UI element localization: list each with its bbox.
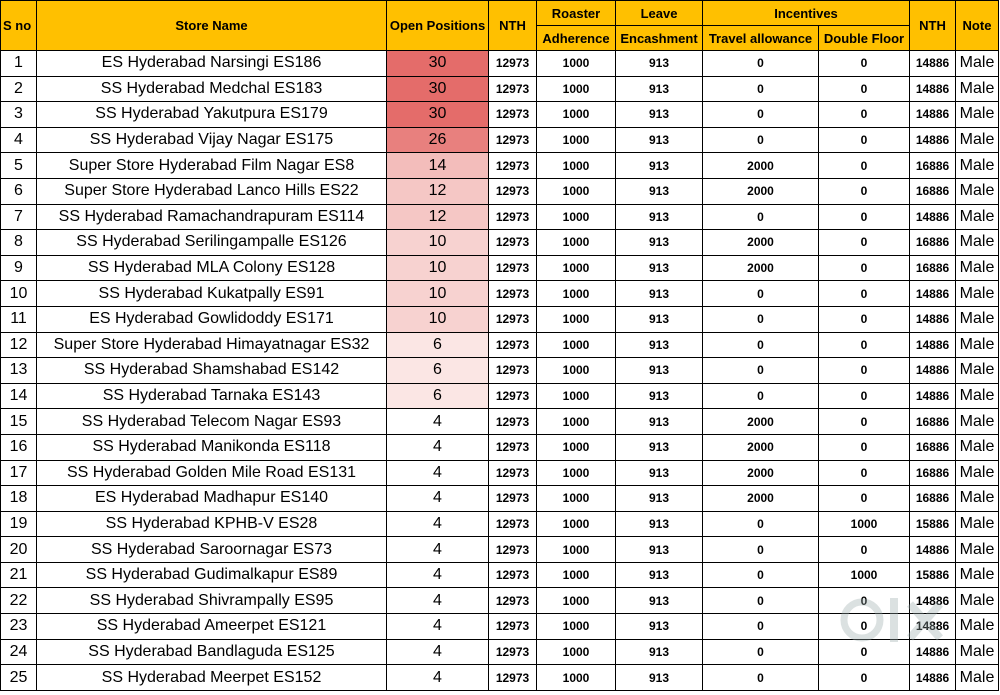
cell-sno: 21 [1, 562, 37, 588]
cell-open-positions: 10 [387, 281, 489, 307]
cell-nth-total: 16886 [910, 486, 956, 512]
cell-nth: 12973 [489, 178, 537, 204]
cell-sno: 8 [1, 230, 37, 256]
cell-open-positions: 14 [387, 153, 489, 179]
cell-encashment: 913 [616, 332, 703, 358]
cell-note: Male [956, 230, 999, 256]
cell-store-name: ES Hyderabad Narsingi ES186 [37, 51, 387, 77]
cell-nth-total: 14886 [910, 358, 956, 384]
cell-sno: 19 [1, 511, 37, 537]
cell-double-floor: 0 [819, 383, 910, 409]
cell-nth: 12973 [489, 153, 537, 179]
cell-note: Male [956, 204, 999, 230]
table-row [1, 178, 999, 204]
cell-nth: 12973 [489, 486, 537, 512]
cell-nth-total: 16886 [910, 409, 956, 435]
cell-store-name: SS Hyderabad MLA Colony ES128 [37, 255, 387, 281]
cell-nth: 12973 [489, 665, 537, 691]
cell-adherence: 1000 [537, 614, 616, 640]
cell-nth-total: 16886 [910, 255, 956, 281]
cell-travel-allowance: 0 [703, 665, 819, 691]
cell-travel-allowance: 0 [703, 383, 819, 409]
cell-open-positions: 30 [387, 76, 489, 102]
cell-adherence: 1000 [537, 511, 616, 537]
cell-store-name: ES Hyderabad Gowlidoddy ES171 [37, 306, 387, 332]
cell-store-name: Super Store Hyderabad Film Nagar ES8 [37, 153, 387, 179]
table-row [1, 76, 999, 102]
header-nth: NTH [489, 1, 537, 51]
cell-double-floor: 0 [819, 281, 910, 307]
cell-nth: 12973 [489, 127, 537, 153]
cell-encashment: 913 [616, 281, 703, 307]
cell-open-positions: 12 [387, 178, 489, 204]
table-row [1, 153, 999, 179]
cell-travel-allowance: 0 [703, 588, 819, 614]
table-row [1, 639, 999, 665]
cell-travel-allowance: 0 [703, 614, 819, 640]
cell-nth: 12973 [489, 588, 537, 614]
cell-nth-total: 14886 [910, 332, 956, 358]
cell-nth: 12973 [489, 332, 537, 358]
cell-note: Male [956, 383, 999, 409]
table-row [1, 230, 999, 256]
cell-nth: 12973 [489, 537, 537, 563]
cell-store-name: Super Store Hyderabad Himayatnagar ES32 [37, 332, 387, 358]
table-row [1, 409, 999, 435]
cell-store-name: SS Hyderabad Vijay Nagar ES175 [37, 127, 387, 153]
cell-double-floor: 0 [819, 537, 910, 563]
cell-open-positions: 4 [387, 460, 489, 486]
cell-store-name: SS Hyderabad Meerpet ES152 [37, 665, 387, 691]
cell-store-name: SS Hyderabad Yakutpura ES179 [37, 102, 387, 128]
cell-encashment: 913 [616, 153, 703, 179]
cell-note: Male [956, 76, 999, 102]
cell-travel-allowance: 0 [703, 639, 819, 665]
cell-store-name: SS Hyderabad KPHB-V ES28 [37, 511, 387, 537]
cell-adherence: 1000 [537, 434, 616, 460]
cell-double-floor: 0 [819, 409, 910, 435]
header-adherence: Adherence [537, 26, 616, 51]
cell-adherence: 1000 [537, 665, 616, 691]
cell-travel-allowance: 2000 [703, 178, 819, 204]
cell-double-floor: 0 [819, 486, 910, 512]
table-row [1, 434, 999, 460]
cell-note: Male [956, 588, 999, 614]
cell-encashment: 913 [616, 460, 703, 486]
cell-store-name: SS Hyderabad Ramachandrapuram ES114 [37, 204, 387, 230]
cell-store-name: SS Hyderabad Shivrampally ES95 [37, 588, 387, 614]
cell-open-positions: 4 [387, 665, 489, 691]
cell-store-name: SS Hyderabad Ameerpet ES121 [37, 614, 387, 640]
cell-nth-total: 14886 [910, 537, 956, 563]
table-row [1, 281, 999, 307]
table-row [1, 665, 999, 691]
cell-note: Male [956, 486, 999, 512]
cell-encashment: 913 [616, 306, 703, 332]
table-row [1, 102, 999, 128]
cell-sno: 16 [1, 434, 37, 460]
cell-open-positions: 10 [387, 255, 489, 281]
cell-sno: 9 [1, 255, 37, 281]
cell-double-floor: 0 [819, 434, 910, 460]
table-row [1, 255, 999, 281]
cell-open-positions: 4 [387, 486, 489, 512]
cell-nth-total: 14886 [910, 204, 956, 230]
cell-nth-total: 14886 [910, 281, 956, 307]
cell-double-floor: 0 [819, 102, 910, 128]
cell-encashment: 913 [616, 383, 703, 409]
cell-store-name: SS Hyderabad Gudimalkapur ES89 [37, 562, 387, 588]
cell-open-positions: 10 [387, 306, 489, 332]
cell-encashment: 913 [616, 562, 703, 588]
cell-encashment: 913 [616, 486, 703, 512]
cell-store-name: SS Hyderabad Serilingampalle ES126 [37, 230, 387, 256]
cell-travel-allowance: 0 [703, 281, 819, 307]
cell-travel-allowance: 2000 [703, 486, 819, 512]
cell-travel-allowance: 2000 [703, 255, 819, 281]
cell-sno: 4 [1, 127, 37, 153]
cell-travel-allowance: 0 [703, 102, 819, 128]
cell-nth: 12973 [489, 511, 537, 537]
cell-sno: 18 [1, 486, 37, 512]
header-note: Note [956, 1, 999, 51]
cell-sno: 6 [1, 178, 37, 204]
cell-double-floor: 0 [819, 76, 910, 102]
cell-sno: 2 [1, 76, 37, 102]
cell-store-name: SS Hyderabad Tarnaka ES143 [37, 383, 387, 409]
cell-travel-allowance: 2000 [703, 409, 819, 435]
cell-nth-total: 14886 [910, 76, 956, 102]
cell-travel-allowance: 0 [703, 562, 819, 588]
cell-double-floor: 0 [819, 153, 910, 179]
cell-note: Male [956, 434, 999, 460]
cell-nth: 12973 [489, 434, 537, 460]
cell-nth-total: 14886 [910, 51, 956, 77]
cell-adherence: 1000 [537, 588, 616, 614]
cell-nth-total: 14886 [910, 127, 956, 153]
cell-adherence: 1000 [537, 153, 616, 179]
cell-open-positions: 30 [387, 102, 489, 128]
table-header [1, 1, 999, 51]
cell-open-positions: 4 [387, 434, 489, 460]
cell-double-floor: 0 [819, 460, 910, 486]
cell-adherence: 1000 [537, 562, 616, 588]
cell-note: Male [956, 332, 999, 358]
cell-encashment: 913 [616, 204, 703, 230]
cell-double-floor: 0 [819, 255, 910, 281]
cell-nth: 12973 [489, 204, 537, 230]
cell-note: Male [956, 639, 999, 665]
cell-sno: 12 [1, 332, 37, 358]
cell-sno: 20 [1, 537, 37, 563]
cell-travel-allowance: 0 [703, 306, 819, 332]
cell-double-floor: 0 [819, 665, 910, 691]
header-travel-allowance: Travel allowance [703, 26, 819, 51]
cell-encashment: 913 [616, 409, 703, 435]
cell-note: Male [956, 665, 999, 691]
cell-note: Male [956, 614, 999, 640]
header-sno: S no [1, 1, 37, 51]
cell-encashment: 913 [616, 102, 703, 128]
cell-sno: 15 [1, 409, 37, 435]
cell-open-positions: 4 [387, 639, 489, 665]
cell-double-floor: 0 [819, 639, 910, 665]
cell-double-floor: 1000 [819, 511, 910, 537]
cell-nth: 12973 [489, 51, 537, 77]
table-row [1, 383, 999, 409]
cell-nth-total: 16886 [910, 434, 956, 460]
cell-open-positions: 4 [387, 511, 489, 537]
cell-travel-allowance: 2000 [703, 460, 819, 486]
cell-double-floor: 0 [819, 358, 910, 384]
cell-nth-total: 14886 [910, 306, 956, 332]
cell-encashment: 913 [616, 230, 703, 256]
cell-open-positions: 6 [387, 332, 489, 358]
cell-note: Male [956, 511, 999, 537]
cell-double-floor: 1000 [819, 562, 910, 588]
cell-note: Male [956, 562, 999, 588]
cell-store-name: SS Hyderabad Telecom Nagar ES93 [37, 409, 387, 435]
cell-nth: 12973 [489, 76, 537, 102]
table-row [1, 588, 999, 614]
cell-encashment: 913 [616, 511, 703, 537]
cell-note: Male [956, 409, 999, 435]
cell-sno: 17 [1, 460, 37, 486]
cell-note: Male [956, 102, 999, 128]
table-row [1, 127, 999, 153]
cell-sno: 11 [1, 306, 37, 332]
cell-double-floor: 0 [819, 332, 910, 358]
cell-adherence: 1000 [537, 102, 616, 128]
header-double-floor: Double Floor [819, 26, 910, 51]
cell-note: Male [956, 358, 999, 384]
cell-adherence: 1000 [537, 127, 616, 153]
cell-open-positions: 4 [387, 537, 489, 563]
cell-open-positions: 6 [387, 383, 489, 409]
cell-sno: 5 [1, 153, 37, 179]
cell-adherence: 1000 [537, 383, 616, 409]
cell-adherence: 1000 [537, 358, 616, 384]
table-row [1, 332, 999, 358]
cell-encashment: 913 [616, 639, 703, 665]
cell-encashment: 913 [616, 665, 703, 691]
header-nth-total: NTH [910, 1, 956, 51]
cell-nth-total: 14886 [910, 639, 956, 665]
cell-adherence: 1000 [537, 486, 616, 512]
cell-open-positions: 26 [387, 127, 489, 153]
cell-nth-total: 16886 [910, 178, 956, 204]
cell-nth-total: 15886 [910, 562, 956, 588]
cell-sno: 3 [1, 102, 37, 128]
cell-open-positions: 10 [387, 230, 489, 256]
cell-double-floor: 0 [819, 127, 910, 153]
cell-nth-total: 15886 [910, 511, 956, 537]
table-row [1, 306, 999, 332]
cell-travel-allowance: 0 [703, 127, 819, 153]
table-row [1, 460, 999, 486]
cell-double-floor: 0 [819, 230, 910, 256]
cell-open-positions: 30 [387, 51, 489, 77]
cell-store-name: SS Hyderabad Bandlaguda ES125 [37, 639, 387, 665]
cell-sno: 1 [1, 51, 37, 77]
cell-store-name: SS Hyderabad Medchal ES183 [37, 76, 387, 102]
cell-nth: 12973 [489, 230, 537, 256]
cell-open-positions: 4 [387, 409, 489, 435]
header-open-positions: Open Positions [387, 1, 489, 51]
table-row [1, 204, 999, 230]
cell-travel-allowance: 0 [703, 332, 819, 358]
cell-travel-allowance: 0 [703, 358, 819, 384]
cell-sno: 10 [1, 281, 37, 307]
cell-nth-total: 16886 [910, 460, 956, 486]
cell-sno: 13 [1, 358, 37, 384]
cell-note: Male [956, 127, 999, 153]
cell-adherence: 1000 [537, 409, 616, 435]
header-encashment: Encashment [616, 26, 703, 51]
cell-nth: 12973 [489, 102, 537, 128]
cell-sno: 23 [1, 614, 37, 640]
header-store-name: Store Name [37, 1, 387, 51]
cell-store-name: SS Hyderabad Manikonda ES118 [37, 434, 387, 460]
table-row [1, 358, 999, 384]
cell-encashment: 913 [616, 76, 703, 102]
cell-double-floor: 0 [819, 178, 910, 204]
cell-travel-allowance: 0 [703, 511, 819, 537]
cell-open-positions: 12 [387, 204, 489, 230]
cell-travel-allowance: 0 [703, 204, 819, 230]
header-leave: Leave [616, 1, 703, 26]
cell-open-positions: 4 [387, 562, 489, 588]
cell-double-floor: 0 [819, 204, 910, 230]
cell-nth: 12973 [489, 562, 537, 588]
cell-adherence: 1000 [537, 230, 616, 256]
table-body [1, 51, 999, 691]
header-incentives: Incentives [703, 1, 910, 26]
cell-note: Male [956, 153, 999, 179]
cell-travel-allowance: 0 [703, 537, 819, 563]
cell-encashment: 913 [616, 127, 703, 153]
table-row [1, 537, 999, 563]
cell-adherence: 1000 [537, 639, 616, 665]
cell-note: Male [956, 537, 999, 563]
cell-adherence: 1000 [537, 460, 616, 486]
cell-encashment: 913 [616, 178, 703, 204]
cell-nth: 12973 [489, 409, 537, 435]
cell-nth: 12973 [489, 460, 537, 486]
cell-note: Male [956, 51, 999, 77]
cell-double-floor: 0 [819, 614, 910, 640]
cell-adherence: 1000 [537, 178, 616, 204]
table-row [1, 486, 999, 512]
cell-travel-allowance: 2000 [703, 230, 819, 256]
table-row [1, 511, 999, 537]
cell-note: Male [956, 255, 999, 281]
cell-nth: 12973 [489, 255, 537, 281]
cell-encashment: 913 [616, 537, 703, 563]
cell-encashment: 913 [616, 255, 703, 281]
cell-adherence: 1000 [537, 204, 616, 230]
header-roaster: Roaster [537, 1, 616, 26]
cell-store-name: SS Hyderabad Kukatpally ES91 [37, 281, 387, 307]
cell-travel-allowance: 0 [703, 76, 819, 102]
cell-note: Male [956, 460, 999, 486]
cell-open-positions: 6 [387, 358, 489, 384]
cell-store-name: Super Store Hyderabad Lanco Hills ES22 [37, 178, 387, 204]
cell-open-positions: 4 [387, 614, 489, 640]
cell-travel-allowance: 2000 [703, 153, 819, 179]
cell-nth: 12973 [489, 614, 537, 640]
cell-nth-total: 14886 [910, 665, 956, 691]
cell-encashment: 913 [616, 588, 703, 614]
cell-nth: 12973 [489, 639, 537, 665]
cell-sno: 7 [1, 204, 37, 230]
cell-nth-total: 14886 [910, 614, 956, 640]
cell-adherence: 1000 [537, 281, 616, 307]
cell-double-floor: 0 [819, 306, 910, 332]
cell-nth: 12973 [489, 358, 537, 384]
cell-encashment: 913 [616, 358, 703, 384]
cell-double-floor: 0 [819, 588, 910, 614]
cell-encashment: 913 [616, 434, 703, 460]
cell-nth: 12973 [489, 281, 537, 307]
cell-travel-allowance: 0 [703, 51, 819, 77]
cell-sno: 22 [1, 588, 37, 614]
cell-adherence: 1000 [537, 537, 616, 563]
cell-adherence: 1000 [537, 255, 616, 281]
table-row [1, 562, 999, 588]
cell-adherence: 1000 [537, 332, 616, 358]
cell-nth-total: 14886 [910, 588, 956, 614]
cell-nth: 12973 [489, 383, 537, 409]
cell-store-name: ES Hyderabad Madhapur ES140 [37, 486, 387, 512]
cell-nth-total: 14886 [910, 383, 956, 409]
cell-encashment: 913 [616, 614, 703, 640]
cell-note: Male [956, 281, 999, 307]
cell-store-name: SS Hyderabad Shamshabad ES142 [37, 358, 387, 384]
cell-note: Male [956, 306, 999, 332]
cell-adherence: 1000 [537, 51, 616, 77]
cell-note: Male [956, 178, 999, 204]
cell-nth-total: 16886 [910, 153, 956, 179]
cell-adherence: 1000 [537, 76, 616, 102]
cell-encashment: 913 [616, 51, 703, 77]
table-row [1, 51, 999, 77]
cell-nth: 12973 [489, 306, 537, 332]
cell-store-name: SS Hyderabad Saroornagar ES73 [37, 537, 387, 563]
cell-sno: 14 [1, 383, 37, 409]
cell-travel-allowance: 2000 [703, 434, 819, 460]
cell-double-floor: 0 [819, 51, 910, 77]
cell-adherence: 1000 [537, 306, 616, 332]
cell-store-name: SS Hyderabad Golden Mile Road ES131 [37, 460, 387, 486]
cell-sno: 25 [1, 665, 37, 691]
cell-sno: 24 [1, 639, 37, 665]
cell-open-positions: 4 [387, 588, 489, 614]
cell-nth-total: 14886 [910, 102, 956, 128]
cell-nth-total: 16886 [910, 230, 956, 256]
table-row [1, 614, 999, 640]
